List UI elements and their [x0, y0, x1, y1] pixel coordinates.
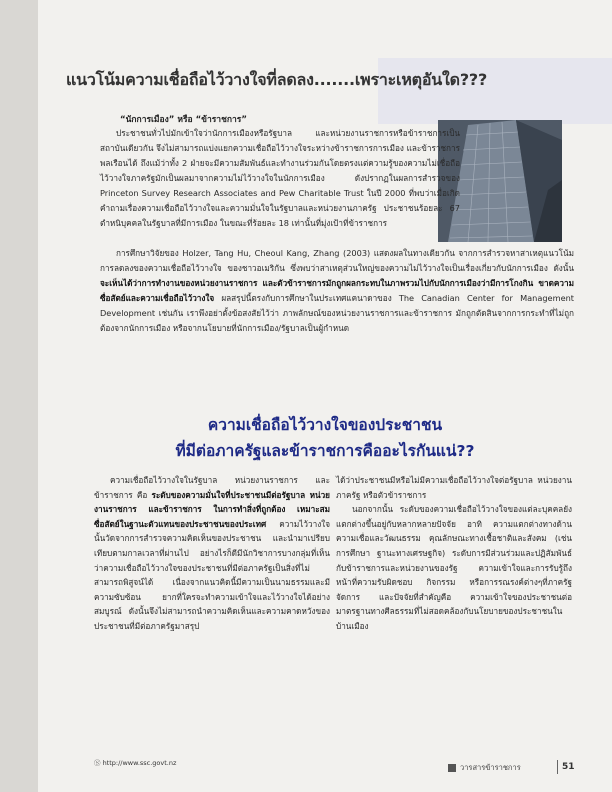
- left-column: ความเชื่อถือไว้วางใจในรัฐบาล หน่วยงานราชการ และข้าราชการ คือ ระดับของความมั่นใจที่ประชาชนมีต่อรัฐบาล หน่วยงานราชการ และข้าราชการ ในการทำสิ่งที่ถูกต้อง เหมาะสม ซื่อสัตย์ในฐานะตัวแทนของประชาชนของประเทศ ความไว้วางใจนั้นวัดจากการสำรวจความคิดเห็นของประชาชน และนำมาเปรียบเทียบตามกาลเวลาที่ผ่านไป อย่างไรก็ดีมีนักวิชาการบางกลุ่มที่เห็นว่าความเชื่อถือไว้วางใจของประชาชนที่มีต่อภาครัฐเป็นสิ่งที่ไม่สามารถพิสูจน์ได้ เนื่องจากแนวคิดนี้มีความเป็นนามธรรมและมีความซับซ้อน ยากที่ใครจะทำความเข้าใจและไว้วางใจได้อย่างสมบูรณ์ ดังนั้นจึงไม่สามารถนำความคิดเห็นและความคาดหวังของประชาชนที่มีต่อภาครัฐมาสรุป: [94, 475, 330, 631]
- section-heading-line1: ความเชื่อถือไว้วางใจของประชาชน: [207, 416, 443, 434]
- footer-square-icon: [448, 764, 456, 772]
- section-label: “นักการเมือง” หรือ “ข้าราชการ”: [120, 115, 247, 125]
- page: [38, 0, 612, 792]
- intro-paragraph: ประชาชนทั่วไปมักเข้าใจว่านักการเมืองหรือรัฐบาล และหน่วยงานราชการหรือข้าราชการเป็นสถาบันเดียวกัน จึงไม่สามารถแบ่งแยกความเชื่อถือไว้วางใจระหว่างข้าราชการการเมือง และข้าราชการพลเรือนได้ ถึงแม้ว่าทั้ง 2 ฝ่ายจะมีความสัมพันธ์และทำงานร่วมกันโดยตรงแต่ความรู้ของความไม่เชื่อถือไว้วางใจภาครัฐมักเป็นผลมาจากความไม่ไว้วางใจในนักการเมือง ดังปรากฏในผลการสำรวจของ Princeton Survey Research Associates and Pew Charitable Trust ในปี 2000 ที่พบว่าเมื่อเกิดคำถามเรื่องความเชื่อถือไว้วางใจและความมั่นใจในรัฐบาลและหน่วยงานภาครัฐ ประชาชนร้อยละ 67 ตำหนิบุคคลในรัฐบาลที่มีการเมือง ในขณะที่ร้อยละ 18 เท่านั้นที่มุ่งเป้าที่ข้าราชการ: [100, 128, 460, 228]
- emphasis-text: จะเห็นได้ว่าการทำงานของหน่วยงานราชการ และตัวข้าราชการมักถูกผลกระทบในภาพรวมไปกับนักการเมืองว่ามีการโกงกิน ขาดความซื่อสัตย์และความเชื่อถือไว้วางใจ: [100, 278, 574, 303]
- journal-name: วารสารข้าราชการ: [460, 763, 521, 772]
- study-paragraph: การศึกษาวิจัยของ Holzer, Tang Hu, Cheoul Kang, Zhang (2003) แสดงผลในทางเดียวกัน จากการสำรวจหาสาเหตุแนวโน้มการลดลงของความเชื่อถือไว้วางใจ ของชาวอเมริกัน ซึ่งพบว่าสาเหตุส่วนใหญ่ของความไม่ไว้วางใจเป็นเรื่องเกี่ยวกับนักการเมือง ดังนั้น จะเห็นได้ว่าการทำงานของหน่วยงานราชการ และตัวข้าราชการมักถูกผลกระทบในภาพรวมไปกับนักการเมืองว่ามีการโกงกิน ขาดความซื่อสัตย์และความเชื่อถือไว้วางใจ ผลสรุปนี้ตรงกับการศึกษาในประเทศแคนาดาของ The Canadian Center for Management Development เช่นกัน เราพึงอย่าตั้งข้อสงสัยไว้ว่า ภาพลักษณ์ของหน่วยงานราชการและข้าราชการ มักถูกตัดสินจากการกระทำที่ไม่ถูกต้องจากนักการเมือง หรือจากนโยบายที่นักการเมือง/รัฐบาลเป็นผู้กำหนด: [100, 248, 575, 333]
- right-column: [336, 473, 572, 634]
- right-paragraph-2: นอกจากนั้น ระดับของความเชื่อถือไว้วางใจของแต่ละบุคคลยังแตกต่างขึ้นอยู่กับหลากหลายปัจจัย อาทิ ความแตกต่างทางด้านความเชื่อและวัฒนธรรม คุณลักษณะทางเชื้อชาติและสังคม (เช่น การศึกษา ฐานะทางเศรษฐกิจ) ระดับการมีส่วนร่วมและปฏิสัมพันธ์กับข้าราชการและหน่วยงานของรัฐ ความเข้าใจและการรับรู้ถึงหน้าที่ความรับผิดชอบ กิจกรรม หรือการรณรงค์ต่างๆที่ภาครัฐจัดการ และปัจจัยที่สำคัญคือ ความเข้าใจของประชาชนต่อมาตรฐานทางศีลธรรมที่ไม่สอดคล้องกับนโยบายของประชาชนในบ้านเมือง: [336, 504, 572, 631]
- definition-bold: ระดับของความมั่นใจที่ประชาชนมีต่อรัฐบาล หน่วยงานราชการ และข้าราชการ ในการทำสิ่งที่ถูกต้อง เหมาะสม ซื่อสัตย์ในฐานะตัวแทนของประชาชนของประเทศ: [94, 489, 330, 529]
- page-title: แนวโน้มความเชื่อถือไว้วางใจที่ลดลง.......เพราะเหตุอันใด???: [66, 70, 488, 89]
- footnote: Ⓢ http://www.ssc.govt.nz: [94, 759, 177, 767]
- footer-divider: [557, 760, 558, 774]
- right-paragraph-1: ได้ว่าประชาชนมีหรือไม่มีความเชื่อถือไว้วางใจต่อรัฐบาล หน่วยงานภาครัฐ หรือตัวข้าราชการ: [336, 475, 572, 500]
- section-heading-line2: ที่มีต่อภาครัฐและข้าราชการคืออะไรกันแน่??: [175, 442, 475, 460]
- page-number: 51: [562, 762, 575, 772]
